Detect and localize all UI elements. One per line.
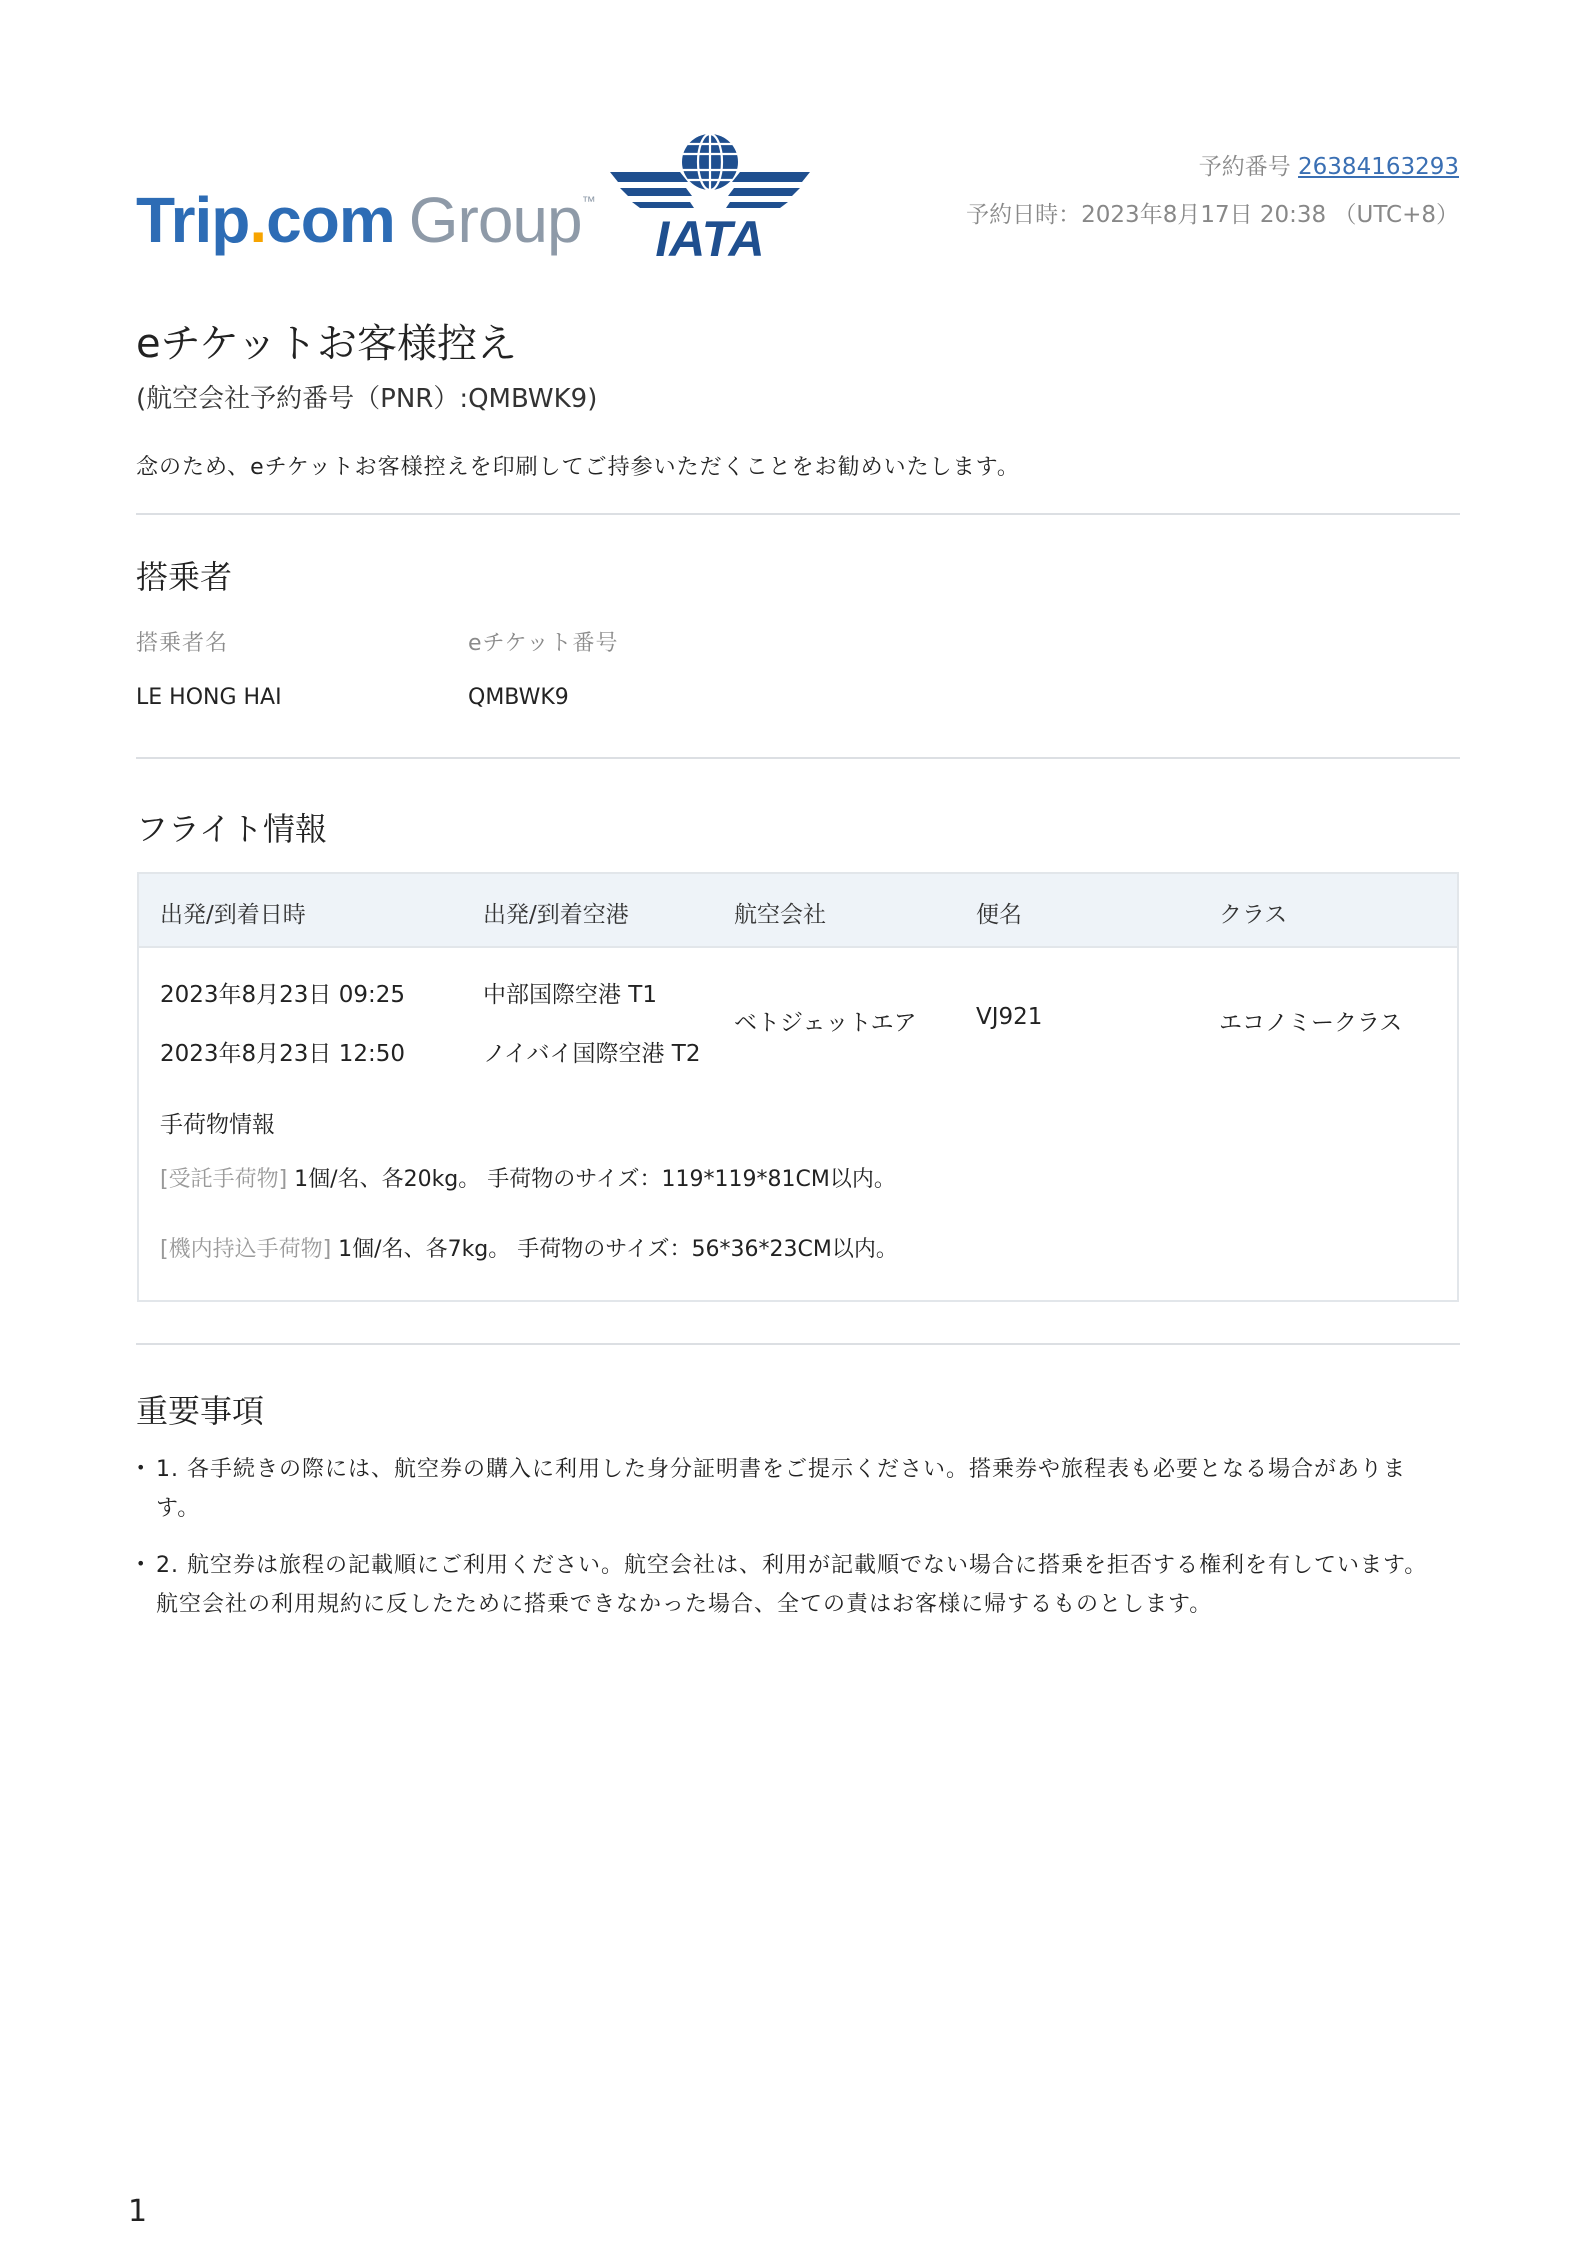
header-class: クラス [1219,902,1288,928]
iata-logo-icon [610,132,810,262]
checked-baggage-text: 1個/名、各20kg。 手荷物のサイズ：119*119*81CM以内。 [287,1167,896,1192]
flight-section-title: フライト情報 [136,810,328,848]
divider [136,757,1460,759]
important-item-text: 1. 各手続きの際には、航空券の購入に利用した身分証明書をご提示ください。搭乗券や旅程表も必要となる場合があります。 [156,1457,1406,1521]
passenger-section-title: 搭乗者 [136,558,233,596]
eticket-number-label: eチケット番号 [468,631,619,656]
departure-airport: 中部国際空港 T1 [483,982,657,1008]
passenger-name: LE HONG HAI [136,685,282,710]
logo-com-text: com [266,184,395,256]
carryon-baggage-tag: [機内持込手荷物] [160,1237,332,1262]
booking-number-row [1199,148,1459,181]
iata-logo-text: IATA [655,211,765,262]
eticket-number: QMBWK9 [468,685,569,710]
page-title: eチケットお客様控え [136,321,518,367]
baggage-info-title: 手荷物情報 [160,1112,275,1138]
passenger-name-label: 搭乗者名 [136,631,229,656]
arrival-time: 2023年8月23日 12:50 [160,1041,406,1067]
bullet: • [136,1458,147,1477]
header-datetime: 出発/到着日時 [160,902,306,928]
header-airport: 出発/到着空港 [483,902,629,928]
logo-trip-text: Trip [136,184,250,256]
airline-name: ベトジェットエア [734,1010,917,1036]
pnr-subtitle: (航空会社予約番号（PNR）:QMBWK9) [136,384,598,414]
important-item [136,1450,1436,1528]
divider [136,513,1460,515]
logo-dot: . [249,184,267,256]
carryon-baggage-text: 1個/名、各7kg。 手荷物のサイズ：56*36*23CM以内。 [331,1237,898,1262]
booking-number-label: 予約番号 [1198,154,1291,180]
header-airline: 航空会社 [734,902,826,928]
important-section-title: 重要事項 [136,1392,265,1430]
header-flight-number: 便名 [976,902,1022,928]
print-note: 念のため、eチケットお客様控えを印刷してご持参いただくことをお勧めいたします。 [136,455,1020,480]
divider [136,1343,1460,1345]
checked-baggage [160,1162,896,1193]
logo-group-text: Group [408,184,582,256]
flight-number: VJ921 [976,1004,1043,1030]
cabin-class: エコノミークラス [1219,1010,1403,1036]
booking-number-link[interactable]: 26384163293 [1298,154,1459,180]
page-number: 1 [128,2194,148,2229]
important-item [136,1546,1436,1624]
important-item-text: 2. 航空券は旅程の記載順にご利用ください。航空会社は、利用が記載順でない場合に搭乗を拒否する権利を有しています。航空会社の利用規約に反したために搭乗できなかった場合、全ての責はお客様に帰するものとします。 [156,1553,1428,1617]
arrival-airport: ノイバイ国際空港 T2 [483,1041,701,1067]
checked-baggage-tag: [受託手荷物] [160,1167,288,1192]
departure-time: 2023年8月23日 09:25 [160,982,406,1008]
booking-date: 予約日時：2023年8月17日 20:38 （UTC+8） [966,202,1459,228]
bullet: • [136,1554,147,1573]
logo-trademark: ™ [581,193,595,209]
trip-com-group-logo [136,184,595,256]
carryon-baggage [160,1232,898,1263]
